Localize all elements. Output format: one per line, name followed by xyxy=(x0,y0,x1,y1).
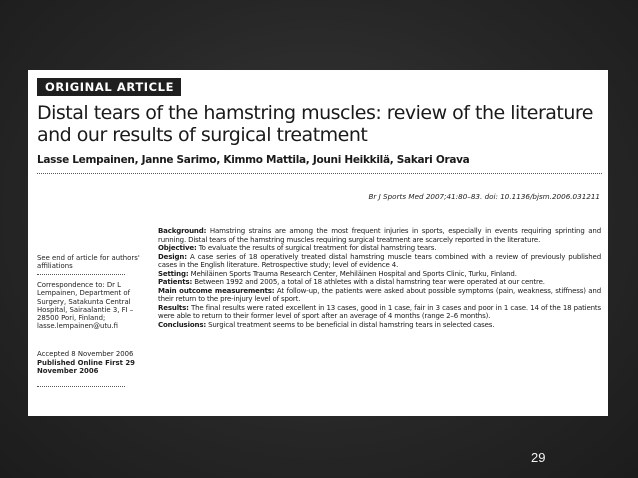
journal-citation: Br J Sports Med 2007;41:80–83. doi: 10.1136/bjsm.2006.031211 xyxy=(368,192,600,201)
sidebar-divider xyxy=(37,274,125,275)
article-page xyxy=(28,70,608,416)
abstract-design: Design: A case series of 18 operatively treated distal hamstring muscle tears combined with a review of previously published cases in the English literature. Retrospective study; level of evidence 4. xyxy=(158,252,601,270)
article-title: Distal tears of the hamstring muscles: review of the literature and our results of surgical treatment xyxy=(37,102,593,146)
sidebar-divider-bottom xyxy=(37,386,125,387)
article-type-badge: ORIGINAL ARTICLE xyxy=(37,78,181,96)
abstract-setting: Setting: Mehiläinen Sports Trauma Research Center, Mehiläinen Hospital and Sports Clinic, Turku, Finland. xyxy=(158,269,517,278)
abstract xyxy=(158,227,601,330)
abstract-outcome-measurements: Main outcome measurements: At follow-up, the patients were asked about possible symptoms (pain, weakness, stiffness) and their return to the pre-injury level of sport. xyxy=(158,286,602,304)
header-divider xyxy=(37,173,602,174)
abstract-objective: Objective: To evaluate the results of surgical treatment for distal hamstring tears. xyxy=(158,244,437,253)
abstract-conclusions: Conclusions: Surgical treatment seems to be beneficial in distal hamstring tears in selected cases. xyxy=(158,321,495,330)
author-list: Lasse Lempainen, Janne Sarimo, Kimmo Mattila, Jouni Heikkilä, Sakari Orava xyxy=(37,154,470,166)
accepted-date: Accepted 8 November 2006 xyxy=(37,350,134,358)
abstract-background: Background: Hamstring strains are among the most frequent injuries in sports, especially in events requiring sprinting and running. Distal tears of the hamstring muscles requiring surgical treatment are scarcely reported in the literature. xyxy=(158,227,602,244)
slide-page-number: 29 xyxy=(531,450,546,465)
affiliations-note: See end of article for authors' affiliations xyxy=(37,254,140,271)
abstract-results: Results: The final results were rated excellent in 13 cases, good in 1 case, fair in 3 cases and poor in 1 case. 14 of the 18 patients were able to return to their former level of sport after an average of 4 months (range 2–6 months). xyxy=(158,303,602,321)
correspondence-address: Correspondence to: Dr L Lempainen, Department of Surgery, Satakunta Central Hospital, Sairaalantie 3, FI – 28500 Pori, Finland; lasse.lempainen@utu.fi xyxy=(37,281,134,331)
abstract-patients: Patients: Between 1992 and 2005, a total of 18 athletes with a distal hamstring tear were operated at our centre. xyxy=(158,278,545,287)
published-online-date: Published Online First 29 November 2006 xyxy=(37,359,135,376)
